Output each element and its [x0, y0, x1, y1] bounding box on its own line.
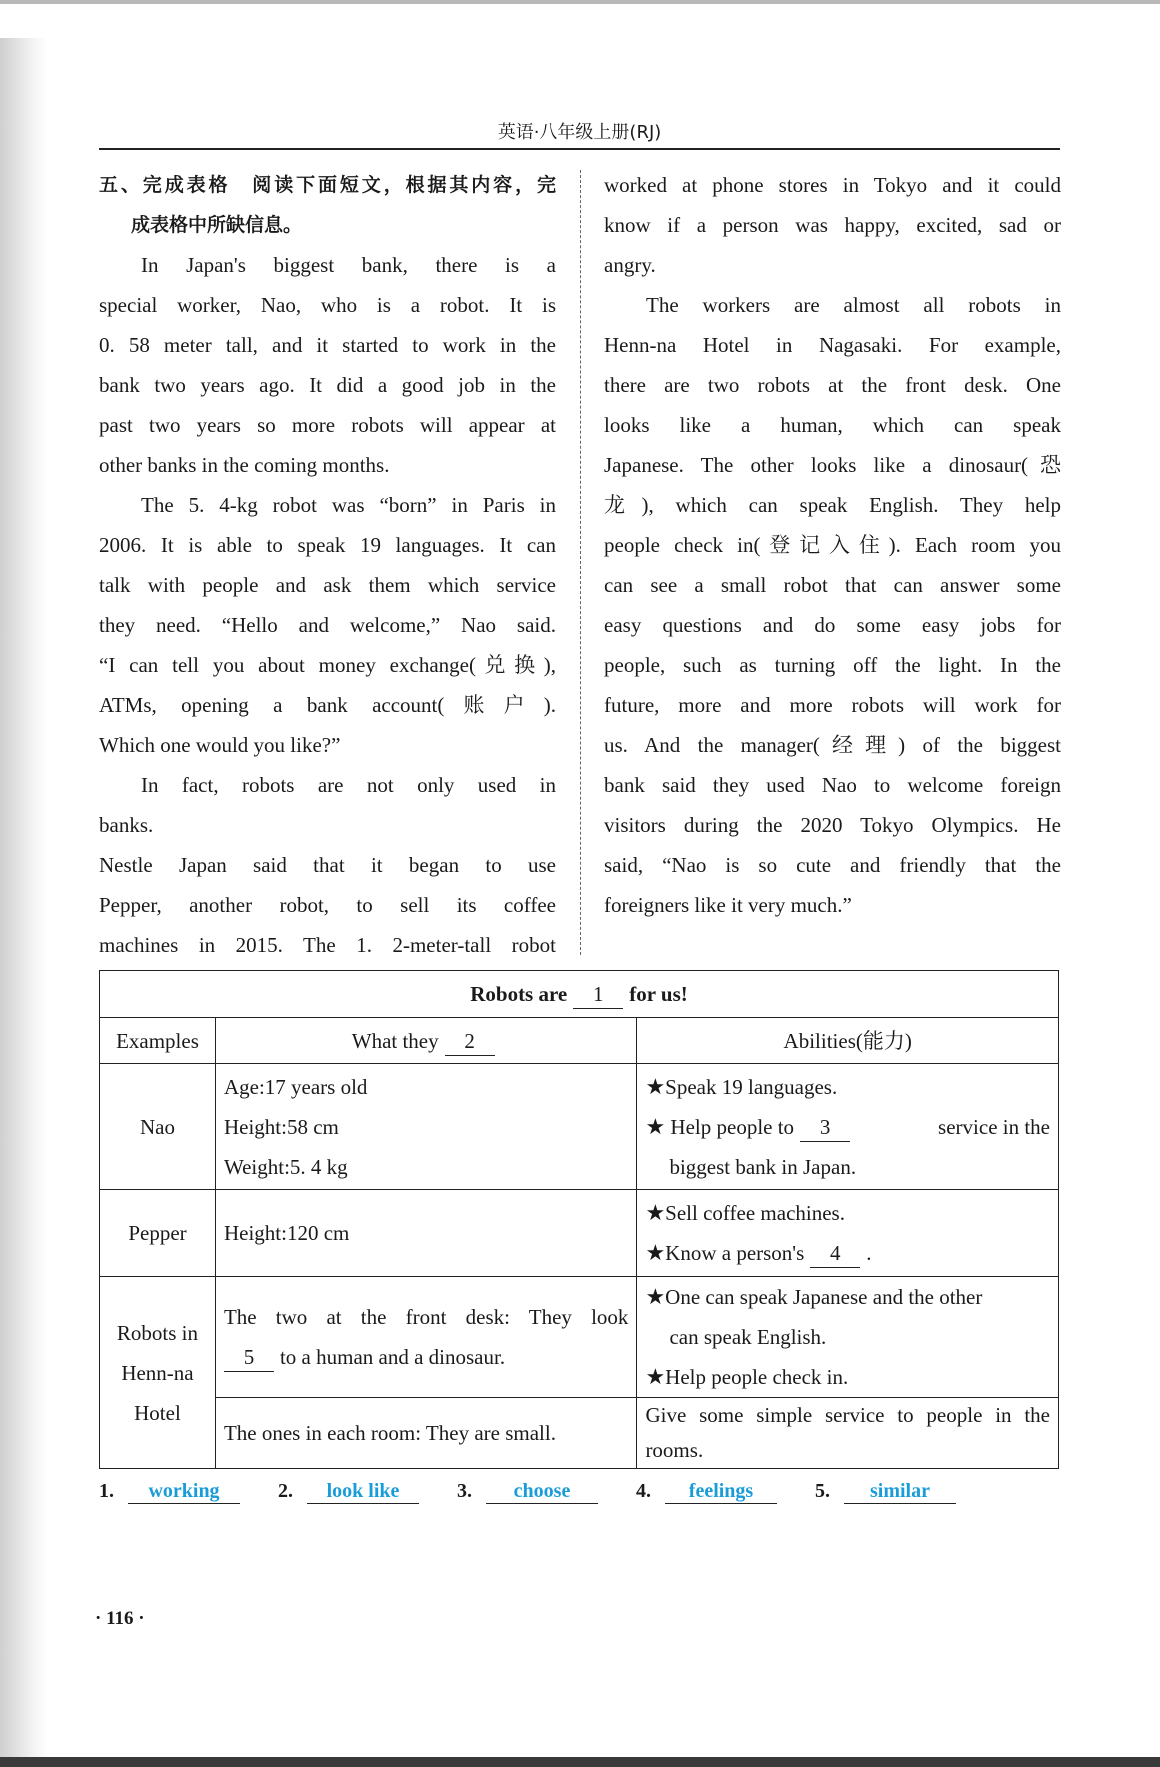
- section-instruction: [99, 165, 556, 245]
- text-line: The 5. 4-kg robot was “born” in Paris in: [141, 493, 556, 517]
- nao-weight: Weight:5. 4 kg: [223, 1154, 348, 1179]
- right-column: [604, 165, 1061, 925]
- example-pepper: Pepper: [100, 1190, 216, 1277]
- header-text: What they: [351, 1028, 439, 1053]
- text-line: visitors during the 2020 Tokyo Olympics. He: [604, 813, 1061, 837]
- text-line: 五、完成表格 阅读下面短文，根据其内容，完: [99, 174, 556, 196]
- text-line: 成表格中所缺信息。: [131, 214, 303, 236]
- nao-abilities: [637, 1064, 1059, 1190]
- answer-value: feelings: [665, 1480, 777, 1504]
- ability-text: Help people check in.: [665, 1365, 849, 1389]
- paragraph: [99, 845, 556, 965]
- answer-key: [99, 1480, 994, 1504]
- table-row: [100, 1277, 1059, 1398]
- text-line: machines in 2015. The 1. 2-meter-tall robot: [99, 933, 556, 957]
- text-line: angry.: [604, 253, 656, 277]
- star-icon: ★: [645, 1073, 666, 1099]
- nao-age: Age:17 years old: [223, 1074, 368, 1099]
- paragraph: [99, 765, 556, 845]
- answer-number: 3.: [457, 1480, 472, 1502]
- paragraph: [604, 165, 1061, 285]
- paragraph: [99, 245, 556, 485]
- answer-number: 2.: [278, 1480, 293, 1502]
- example-nao: Nao: [100, 1064, 216, 1190]
- text-line: said, “Nao is so cute and friendly that the: [604, 853, 1061, 877]
- text-line: past two years so more robots will appear at: [99, 413, 556, 437]
- column-divider: [580, 170, 581, 955]
- col-header-examples: Examples: [100, 1018, 216, 1064]
- ability-text: Know a person's: [665, 1241, 805, 1265]
- left-column: [99, 165, 556, 965]
- nao-height: Height:58 cm: [223, 1114, 339, 1139]
- hotel-room-desc: The ones in each room: They are small.: [215, 1398, 636, 1469]
- text-line: foreigners like it very much.”: [604, 893, 852, 917]
- blank-1: 1: [573, 980, 623, 1009]
- text-line: worked at phone stores in Tokyo and it could: [604, 173, 1061, 197]
- table-title-row: [100, 971, 1059, 1018]
- text-line: The workers are almost all robots in: [646, 293, 1061, 317]
- text-line: bank said they used Nao to welcome foreign: [604, 773, 1061, 797]
- text-line: special worker, Nao, who is a robot. It is: [99, 293, 556, 317]
- blank-4: 4: [810, 1239, 860, 1268]
- ability-text: service in the: [938, 1114, 1050, 1139]
- example-hotel: Robots in Henn-na Hotel: [100, 1277, 216, 1469]
- text-line: future, more and more robots will work for: [604, 693, 1061, 717]
- ability-text: Speak 19 languages.: [665, 1074, 838, 1099]
- text-line: banks.: [99, 813, 154, 837]
- top-bar: [0, 0, 1160, 4]
- text-line: us. And the manager(经理) of the biggest: [604, 733, 1061, 757]
- blank-5: 5: [224, 1343, 274, 1372]
- table-row: [100, 1190, 1059, 1277]
- blank-2: 2: [445, 1027, 495, 1056]
- text-line: ATMs, opening a bank account(账户).: [99, 693, 556, 717]
- nao-facts: [215, 1064, 636, 1190]
- answer-item: [815, 1480, 956, 1504]
- text-line: people, such as turning off the light. In the: [604, 653, 1061, 677]
- col-header-what: [215, 1018, 636, 1064]
- star-icon: ★: [645, 1200, 666, 1225]
- answer-number: 5.: [815, 1480, 830, 1502]
- paragraph: [99, 485, 556, 765]
- header-rule: [99, 148, 1060, 150]
- star-icon: ★: [645, 1284, 666, 1309]
- star-icon: ★: [645, 1113, 666, 1139]
- info-table: [99, 970, 1059, 1469]
- answer-number: 1.: [99, 1480, 114, 1502]
- ability-text: One can speak Japanese and the other: [665, 1285, 983, 1309]
- answer-item: [636, 1480, 777, 1504]
- text-line: other banks in the coming months.: [99, 453, 390, 477]
- table-header-row: [100, 1018, 1059, 1064]
- page-edge-shadow: [0, 38, 48, 1758]
- paragraph: [604, 285, 1061, 925]
- blank-3: 3: [800, 1113, 850, 1142]
- text-line: 2006. It is able to speak 19 languages. It can: [99, 533, 556, 557]
- text-line: they need. “Hello and welcome,” Nao said.: [99, 613, 556, 637]
- star-icon: ★: [645, 1364, 666, 1389]
- text-line: there are two robots at the front desk. One: [604, 373, 1061, 397]
- text-line: Japanese. The other looks like a dinosaur(恐: [604, 453, 1061, 477]
- hotel-room-ability: Give some simple service to people in the rooms.: [637, 1398, 1059, 1469]
- table-row: [100, 1398, 1059, 1469]
- hotel-desk-abilities: [637, 1277, 1059, 1398]
- ability-text: can speak English.: [669, 1325, 827, 1349]
- title-text: Robots are: [470, 982, 568, 1006]
- star-icon: ★: [645, 1240, 666, 1265]
- running-header: 英语·八年级上册(RJ): [497, 122, 662, 143]
- table-title: [100, 971, 1059, 1018]
- answer-value: working: [128, 1480, 240, 1504]
- answer-value: look like: [307, 1480, 419, 1504]
- ability-text: Sell coffee machines.: [665, 1201, 845, 1225]
- text-line: In fact, robots are not only used in: [141, 773, 556, 797]
- text-line: talk with people and ask them which service: [99, 573, 556, 597]
- bottom-bar: [0, 1757, 1160, 1767]
- text-line: 0. 58 meter tall, and it started to work in the: [99, 333, 556, 357]
- table-row: [100, 1064, 1059, 1190]
- text-line: Henn-na Hotel in Nagasaki. For example,: [604, 333, 1061, 357]
- hotel-desk-desc: [215, 1277, 636, 1398]
- text-line: 龙), which can speak English. They help: [604, 493, 1061, 517]
- col-header-abilities: Abilities(能力): [637, 1018, 1059, 1064]
- ability-text: Help people to: [670, 1114, 795, 1139]
- desc-text: The two at the front desk: They look: [223, 1305, 629, 1329]
- ability-text: .: [866, 1241, 872, 1265]
- desc-text: to a human and a dinosaur.: [279, 1345, 506, 1369]
- answer-item: [278, 1480, 419, 1504]
- answer-item: [99, 1480, 240, 1504]
- text-line: know if a person was happy, excited, sad or: [604, 213, 1061, 237]
- answer-item: [457, 1480, 598, 1504]
- text-line: can see a small robot that can answer some: [604, 573, 1061, 597]
- text-line: looks like a human, which can speak: [604, 413, 1061, 437]
- answer-value: similar: [844, 1480, 956, 1504]
- text-line: bank two years ago. It did a good job in the: [99, 373, 556, 397]
- pepper-height: Height:120 cm: [215, 1190, 636, 1277]
- text-line: easy questions and do some easy jobs for: [604, 613, 1061, 637]
- text-line: Pepper, another robot, to sell its coffee: [99, 893, 556, 917]
- title-text: for us!: [629, 982, 688, 1006]
- text-line: Which one would you like?”: [99, 733, 341, 757]
- text-line: people check in(登记入住). Each room you: [604, 533, 1061, 557]
- answer-value: choose: [486, 1480, 598, 1504]
- answer-number: 4.: [636, 1480, 651, 1502]
- text-line: Nestle Japan said that it began to use: [99, 853, 556, 877]
- pepper-abilities: [637, 1190, 1059, 1277]
- text-line: In Japan's biggest bank, there is a: [141, 253, 556, 277]
- ability-text: biggest bank in Japan.: [669, 1154, 857, 1179]
- page-number: · 116 ·: [95, 1608, 145, 1629]
- text-line: “I can tell you about money exchange(兑换),: [99, 653, 556, 677]
